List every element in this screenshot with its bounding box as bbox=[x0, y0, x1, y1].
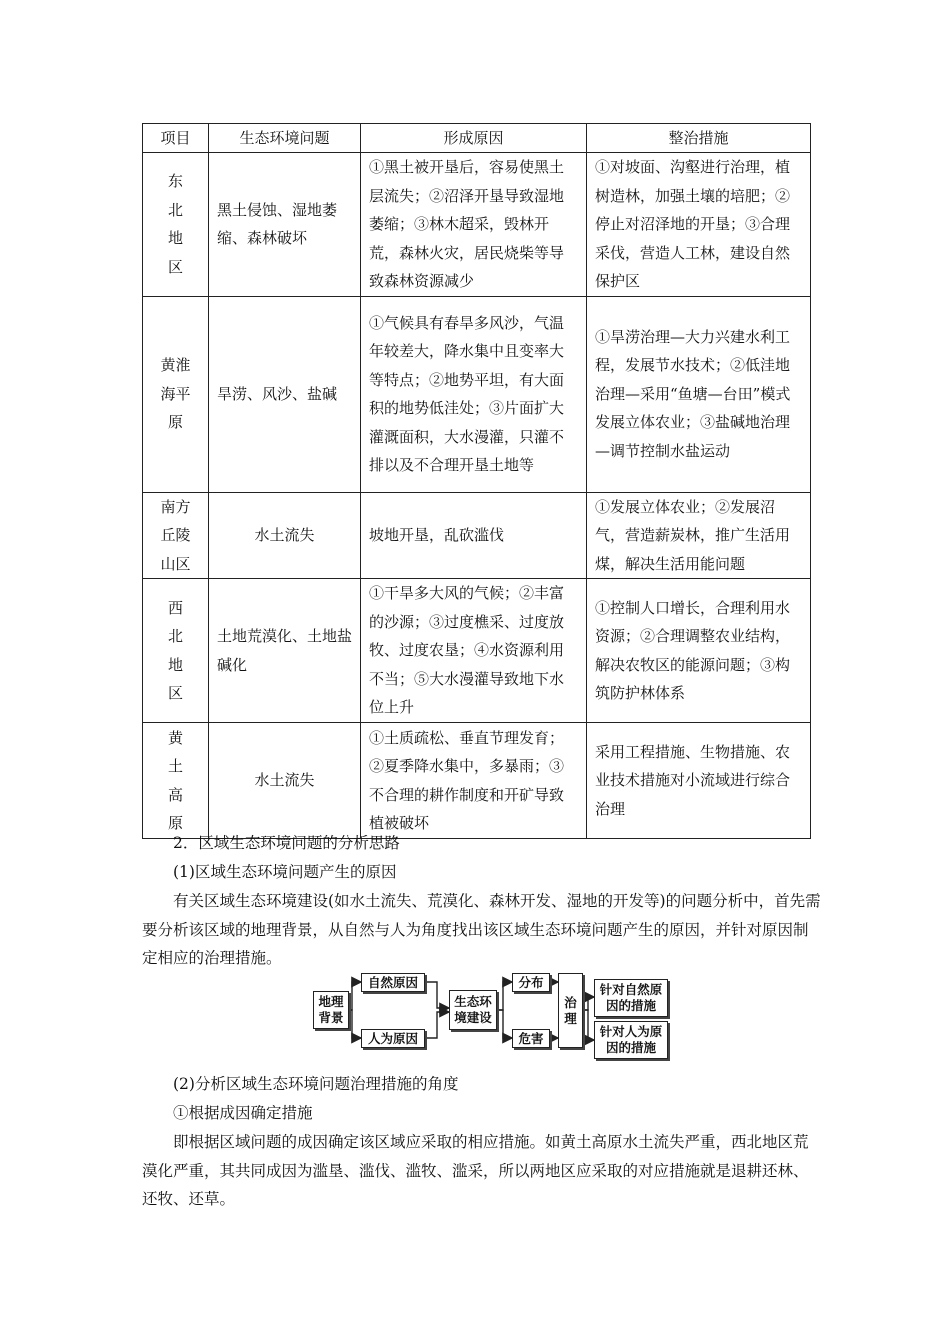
region-line: 丘陵 bbox=[160, 526, 191, 544]
header-item: 项目 bbox=[143, 124, 209, 153]
region-line: 土 bbox=[167, 757, 183, 775]
region-cell bbox=[143, 579, 209, 723]
region-line: 海平 bbox=[160, 384, 191, 403]
natural-measure-box: 针对自然原因的措施 bbox=[594, 979, 668, 1017]
point-1-title: ①根据成因确定措施 bbox=[173, 1104, 313, 1122]
problem-cell: 黑土侵蚀、湿地萎缩、森林破坏 bbox=[209, 153, 361, 297]
region-line: 原 bbox=[167, 814, 183, 832]
region-line: 黄淮 bbox=[160, 356, 191, 375]
header-cause: 形成原因 bbox=[361, 124, 587, 153]
table-row bbox=[143, 723, 811, 839]
table-row bbox=[143, 153, 811, 297]
cause-cell: ①气候具有春旱多风沙，气温年较差大，降水集中且变率大等特点；②地势平坦，有大面积的地势低洼处；③片面扩大灌溉面积，大水漫灌，只灌不排以及不合理开垦土地等 bbox=[361, 296, 587, 492]
region-line: 地 bbox=[167, 655, 183, 674]
header-problem: 生态环境问题 bbox=[209, 124, 361, 153]
header-measure: 整治措施 bbox=[587, 124, 811, 153]
region-cell bbox=[143, 153, 209, 297]
region-cell bbox=[143, 723, 209, 839]
human-cause-box: 人为原因 bbox=[361, 1029, 425, 1048]
geo-background-box: 地理背景 bbox=[313, 991, 349, 1029]
region-line: 北 bbox=[167, 200, 183, 219]
region-line: 区 bbox=[167, 257, 183, 276]
governance-box: 治理 bbox=[558, 973, 583, 1048]
cause-cell: ①黑土被开垦后，容易使黑土层流失；②沼泽开垦导致湿地萎缩；③林木超采，毁林开荒，森林火灾，居民烧柴等导致森林资源减少 bbox=[361, 153, 587, 297]
measure-cell: ①控制人口增长，合理利用水资源；②合理调整农业结构，解决农牧区的能源问题；③构筑防护林体系 bbox=[587, 579, 811, 723]
paragraph-measures: 即根据区域问题的成因确定该区域应采取的相应措施。如黄土高原水土流失严重，西北地区荒漠化严重，其共同成因为滥垦、滥伐、滥牧、滥采，所以两地区应采取的对应措施就是退耕还林、还牧、还草。 bbox=[142, 1133, 809, 1208]
region-line: 地 bbox=[167, 229, 183, 248]
region-line: 高 bbox=[167, 785, 183, 804]
harm-box: 危害 bbox=[512, 1029, 550, 1048]
region-line: 原 bbox=[167, 413, 183, 432]
region-line: 西 bbox=[167, 598, 183, 617]
region-line: 山区 bbox=[160, 554, 191, 573]
cause-cell: 坡地开垦，乱砍滥伐 bbox=[361, 492, 587, 579]
measure-cell: ①旱涝治理—大力兴建水利工程，发展节水技术；②低洼地治理—采用“鱼塘—台田”模式发展立体农业；③盐碱地治理—调节控制水盐运动 bbox=[587, 296, 811, 492]
problem-cell: 水土流失 bbox=[209, 723, 361, 839]
problem-cell: 水土流失 bbox=[209, 492, 361, 579]
table-row bbox=[143, 579, 811, 723]
table-header-row bbox=[143, 124, 811, 153]
paragraph-causes: 有关区域生态环境建设(如水土流失、荒漠化、森林开发、湿地的开发等)的问题分析中，首先需要分析该区域的地理背景，从自然与人为角度找出该区域生态环境问题产生的原因，并针对原因制定相应的治理措施。 bbox=[142, 892, 821, 967]
problem-cell: 土地荒漠化、土地盐碱化 bbox=[209, 579, 361, 723]
problem-cell: 旱涝、风沙、盐碱 bbox=[209, 296, 361, 492]
natural-cause-box: 自然原因 bbox=[361, 973, 425, 992]
subsection-2-title: (2)分析区域生态环境问题治理措施的角度 bbox=[173, 1075, 459, 1093]
table-row bbox=[143, 492, 811, 579]
subsection-1-title: (1)区域生态环境问题产生的原因 bbox=[173, 863, 397, 881]
distribution-box: 分布 bbox=[512, 973, 550, 992]
table-row bbox=[143, 296, 811, 492]
region-cell bbox=[143, 296, 209, 492]
region-line: 区 bbox=[167, 684, 183, 702]
region-line: 东 bbox=[167, 172, 183, 191]
measure-cell: ①发展立体农业；②发展沼气，营造薪炭林，推广生活用煤，解决生活用能问题 bbox=[587, 492, 811, 579]
region-line: 黄 bbox=[167, 728, 183, 747]
measure-cell: ①对坡面、沟壑进行治理，植树造林，加强土壤的培肥；②停止对沼泽地的开垦；③合理采伐，营造人工林，建设自然保护区 bbox=[587, 153, 811, 297]
region-cell bbox=[143, 492, 209, 579]
human-measure-box: 针对人为原因的措施 bbox=[594, 1021, 668, 1059]
eco-problem-table bbox=[142, 123, 811, 839]
measure-cell: 采用工程措施、生物措施、农业技术措施对小流域进行综合治理 bbox=[587, 723, 811, 839]
region-line: 北 bbox=[167, 627, 183, 645]
eco-construction-box: 生态环境建设 bbox=[449, 990, 497, 1030]
cause-cell: ①干旱多大风的气候；②丰富的沙源；③过度樵采、过度放牧、过度农垦；④水资源利用不当；⑤大水漫灌导致地下水位上升 bbox=[361, 579, 587, 723]
section-2-title: 2．区域生态环境问题的分析思路 bbox=[173, 834, 400, 852]
region-line: 南方 bbox=[160, 497, 191, 516]
cause-cell: ①土质疏松、垂直节理发育；②夏季降水集中，多暴雨；③不合理的耕作制度和开矿导致植被破坏 bbox=[361, 723, 587, 839]
